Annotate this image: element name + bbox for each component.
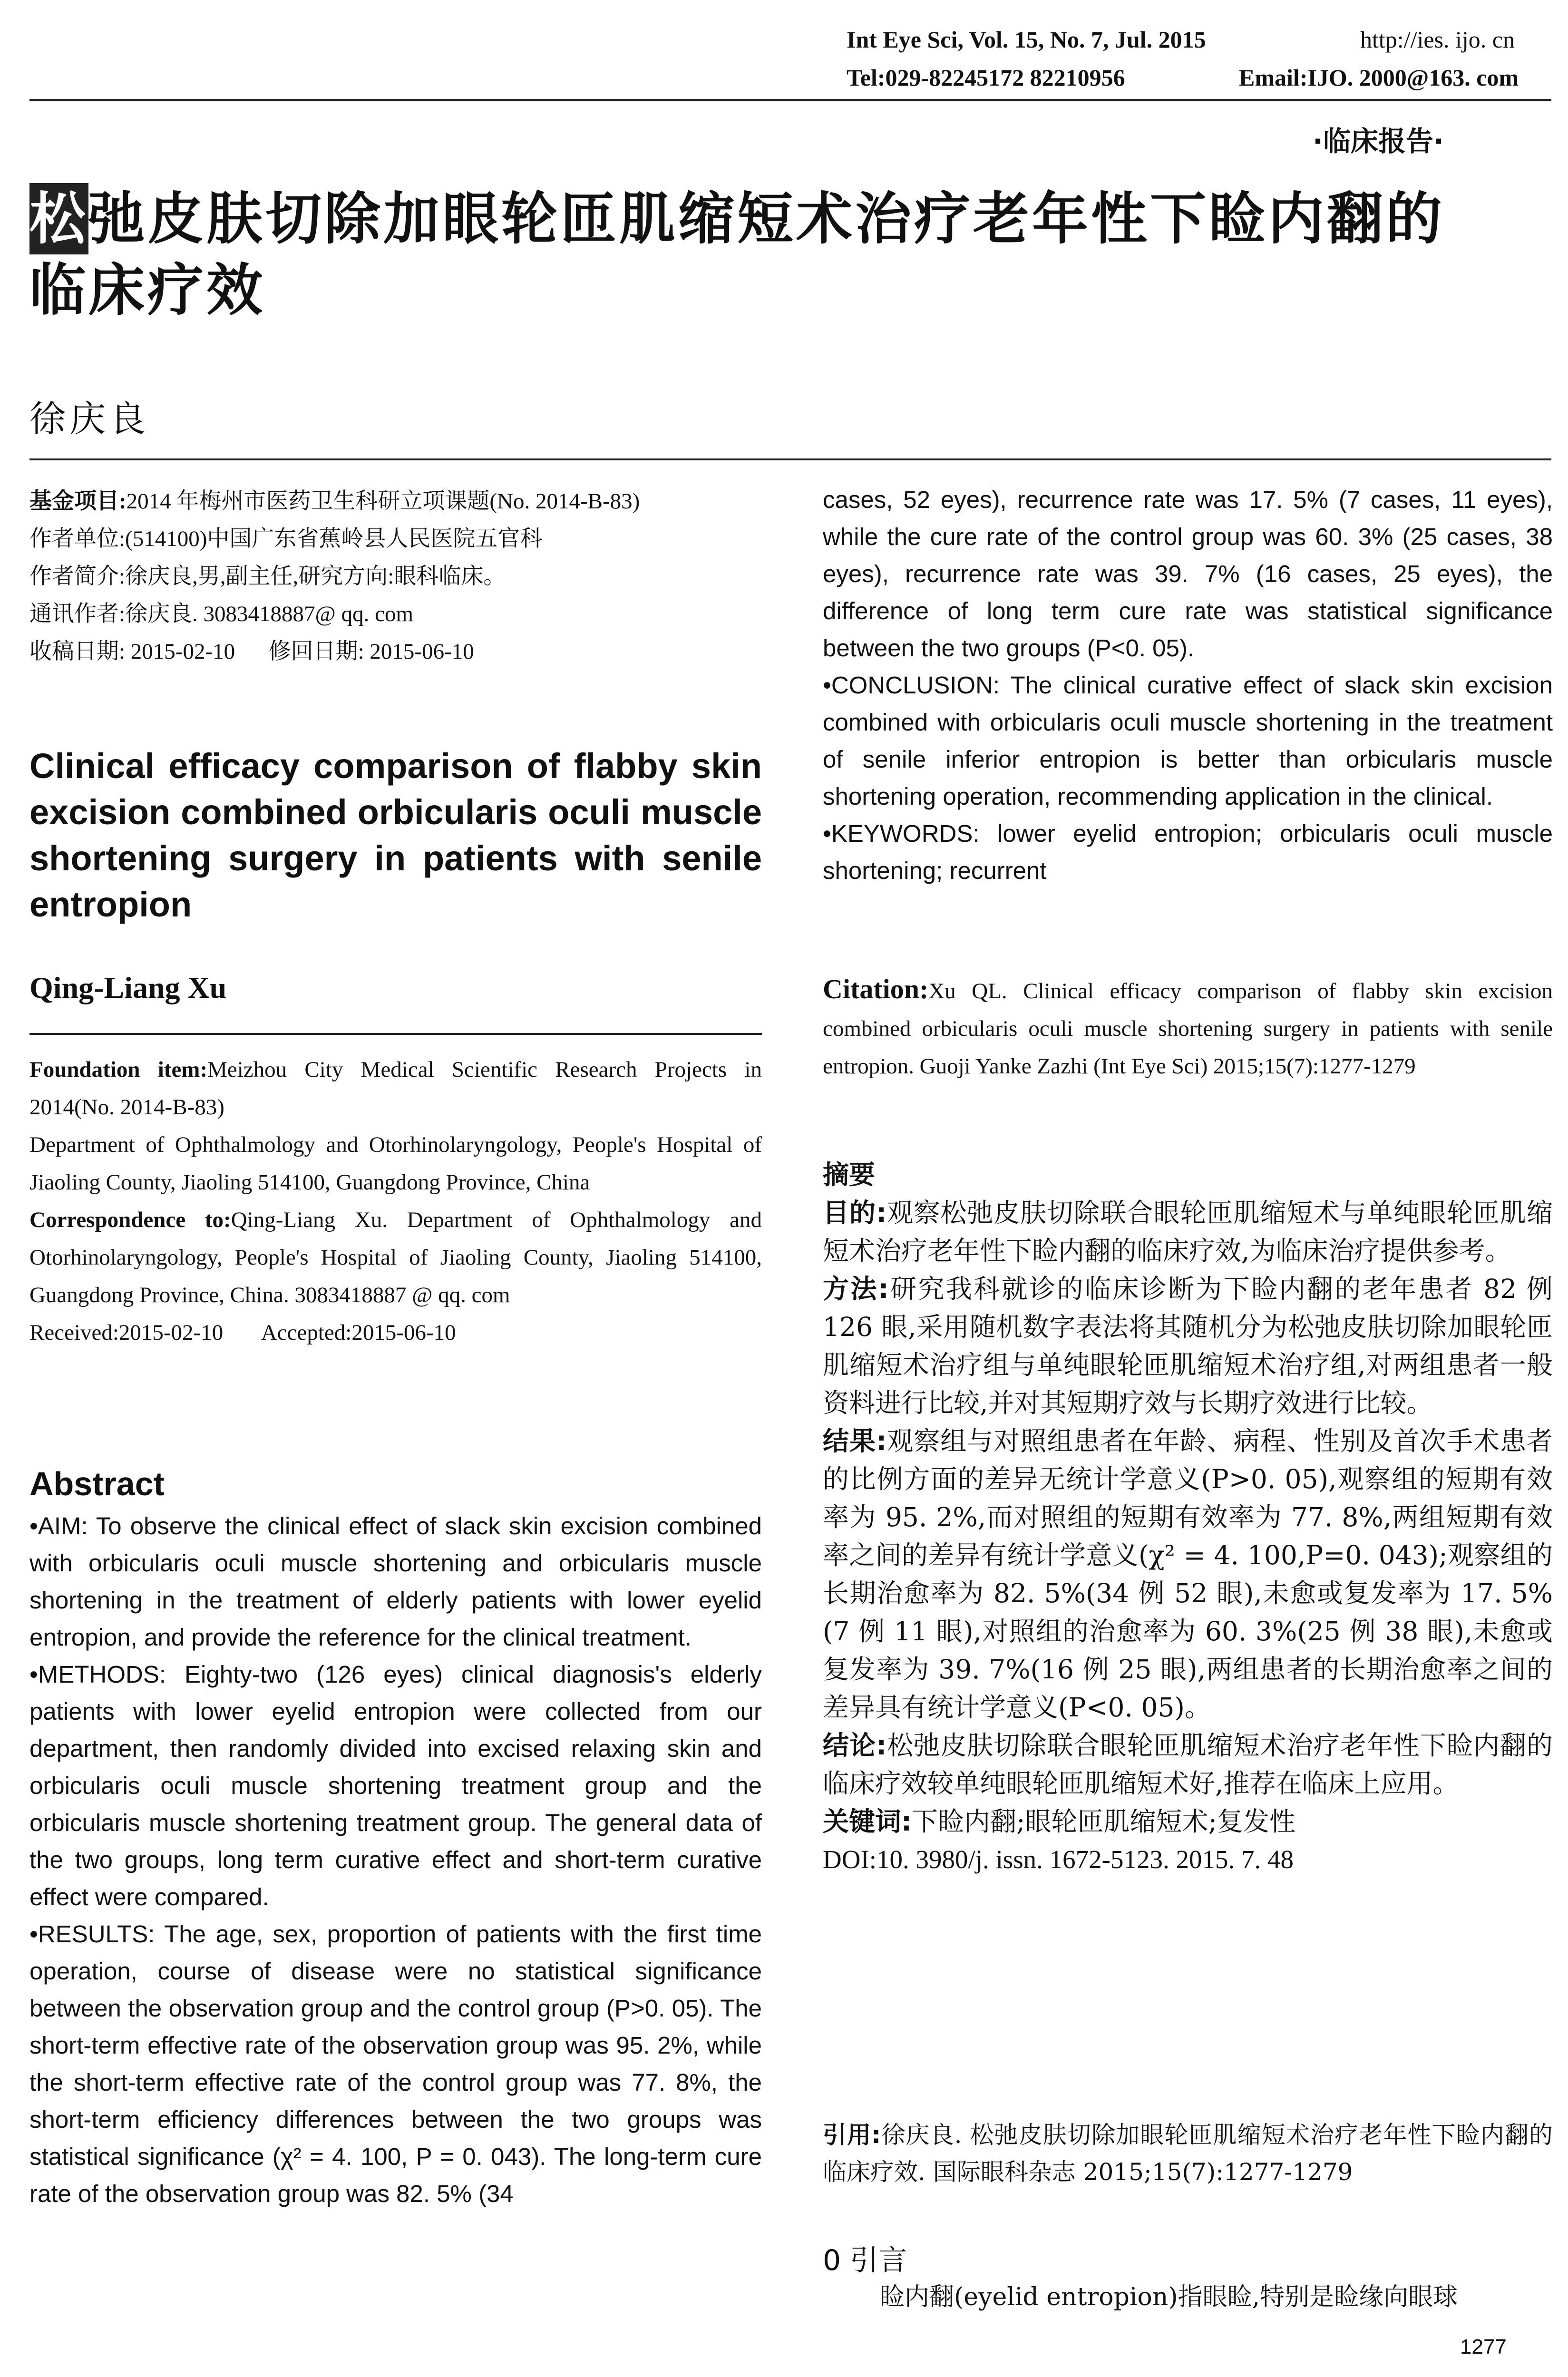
journal-tel: Tel:029-82245172 82210956	[847, 64, 1125, 91]
citation	[823, 970, 1553, 1085]
abstract-right	[823, 481, 1553, 889]
citation-text: Xu QL. Clinical efficacy comparison of flabby skin excision combined orbicularis oculi muscle shortening surgery in patients with senile entropion. Guoji Yanke Zazhi (Int Eye Sci) 2015;15(7):1277-1279	[823, 979, 1553, 1079]
author-cn: 徐庆良	[29, 398, 149, 440]
page-title	[29, 183, 1561, 326]
journal-email[interactable]: Email:IJO. 2000@163. com	[1239, 64, 1519, 91]
en-meta	[29, 1051, 762, 1352]
journal-line: Int Eye Sci, Vol. 15, No. 7, Jul. 2015	[847, 26, 1206, 53]
header-rule	[29, 99, 1551, 101]
page-number: 1277	[1460, 2335, 1507, 2358]
title-initial: 松	[29, 183, 88, 254]
cn-abstract-methods: 方法:研究我科就诊的临床诊断为下睑内翻的老年患者 82 例 126 眼,采用随机数字表法将其随机分为松弛皮肤切除加眼轮匝肌缩短术治疗组与单纯眼轮匝肌缩短术治疗组,对两组患者一般资料进行比较,并对其短期疗效与长期疗效进行比较。	[823, 1274, 1553, 1418]
cn-meta-affiliation: 作者单位:(514100)中国广东省蕉岭县人民医院五官科	[29, 526, 543, 551]
abstract-aim: •AIM: To observe the clinical effect of slack skin excision combined with orbicularis oculi muscle shortening and orbicularis muscle shortening in the treatment of elderly patients with lower eyelid entropion, and provide the reference for the clinical treatment.	[29, 1512, 762, 1651]
cn-citation-text: 徐庆良. 松弛皮肤切除加眼轮匝肌缩短术治疗老年性下睑内翻的临床疗效. 国际眼科杂志 2015;15(7):1277-1279	[823, 2121, 1553, 2186]
cn-meta-foundation: 基金项目:2014 年梅州市医药卫生科研立项课题(No. 2014-B-83)	[29, 489, 640, 514]
cn-meta-correspondence: 通讯作者:徐庆良. 3083418887@ qq. com	[29, 602, 414, 626]
cn-meta-dates: 收稿日期: 2015-02-10 修回日期: 2015-06-10	[29, 639, 474, 664]
section-label: ·临床报告·	[1313, 125, 1444, 157]
cn-abstract-conclusion: 结论:松弛皮肤切除联合眼轮匝肌缩短术治疗老年性下睑内翻的临床疗效较单纯眼轮匝肌缩短术好,推荐在临床上应用。	[823, 1730, 1553, 1799]
cn-meta-bio: 作者简介:徐庆良,男,副主任,研究方向:眼科临床。	[29, 564, 506, 589]
abstract-heading: Abstract	[29, 1465, 165, 1502]
intro-text: 睑内翻(eyelid entropion)指眼睑,特别是睑缘向眼球	[880, 2283, 1458, 2311]
cn-citation	[823, 2116, 1553, 2191]
journal-url[interactable]: http://ies. ijo. cn	[1360, 26, 1515, 53]
abstract-methods: •METHODS: Eighty-two (126 eyes) clinical diagnosis's elderly patients with lower eyelid entropion were collected from our department, then randomly divided into excised relaxing skin and orbicularis oculi muscle shortening treatment group and the orbicularis muscle shortening treatment group. The general data of the two groups, long term curative effect and short-term curative effect were compared.	[29, 1661, 762, 1910]
citation-label: Citation:	[823, 974, 929, 1004]
cn-abstract-keywords: 关键词:下睑内翻;眼轮匝肌缩短术;复发性	[823, 1806, 1296, 1837]
cn-abstract-results: 结果:观察组与对照组患者在年龄、病程、性别及首次手术患者的比例方面的差异无统计学意义(P>0. 05),观察组的短期有效率为 95. 2%,而对照组的短期有效率为 77. 8%,两组短期有效率之间的差异有统计学意义(χ² = 4. 100,P=0. 043);观察组的长期治愈率为 82. 5%(34 例 52 眼),未愈或复发率为 17. 5%(7 例 11 眼),对照组的治愈率为 60. 3%(25 例 38 眼),未愈或复发率为 39. 7%(16 例 25 眼),两组患者的长期治愈率之间的差异具有统计学意义(P<0. 05)。	[823, 1426, 1553, 1723]
en-meta-correspondence: Correspondence to:Qing-Liang Xu. Department of Ophthalmology and Otorhinolaryngology, People's Hospital of Jiaoling County, Jiaoling 514100, Guangdong Province, China. 3083418887 @ qq. com	[29, 1208, 762, 1307]
abstract-left	[29, 1508, 762, 2212]
en-meta-department: Department of Ophthalmology and Otorhinolaryngology, People's Hospital of Jiaoling County, Jiaoling 514100, Guangdong Province, China	[29, 1132, 762, 1195]
title-line2: 临床疗效	[29, 257, 266, 323]
abstract-conclusion: •CONCLUSION: The clinical curative effect of slack skin excision combined with orbicularis oculi muscle shortening in the treatment of senile inferior entropion is better than orbicularis muscle shortening operation, recommending application in the clinical.	[823, 672, 1553, 810]
english-title: Clinical efficacy comparison of flabby skin excision combined orbicularis oculi muscle shortening surgery in patients with senile entropion	[29, 746, 762, 924]
author-en: Qing-Liang Xu	[29, 971, 227, 1004]
abstract-results-part2: cases, 52 eyes), recurrence rate was 17. 5% (7 cases, 11 eyes), while the cure rate of the control group was 60. 3% (25 cases, 38 eyes), recurrence rate was 39. 7% (16 cases, 25 eyes), the difference of long term cure rate was statistical significance between the two groups (P<0. 05).	[823, 486, 1553, 662]
cn-citation-label: 引用:	[823, 2121, 881, 2149]
title-line1: 弛皮肤切除加眼轮匝肌缩短术治疗老年性下睑内翻的	[88, 186, 1445, 252]
en-meta-foundation: Foundation item:Meizhou City Medical Scientific Research Projects in 2014(No. 2014-B-83)	[29, 1057, 762, 1120]
cn-abstract-aim: 目的:观察松弛皮肤切除联合眼轮匝肌缩短术与单纯眼轮匝肌缩短术治疗老年性下睑内翻的临床疗效,为临床治疗提供参考。	[823, 1198, 1553, 1266]
en-meta-dates: Received:2015-02-10 Accepted:2015-06-10	[29, 1320, 456, 1345]
cn-meta	[29, 483, 762, 671]
cn-abstract-doi[interactable]: DOI:10. 3980/j. issn. 1672-5123. 2015. 7. 48	[823, 1845, 1294, 1874]
author-rule	[29, 1033, 762, 1035]
title-rule	[29, 458, 1551, 460]
abstract-results-part1: •RESULTS: The age, sex, proportion of patients with the first time operation, course of disease were no statistical significance between the observation group and the control group (P>0. 05). The short-term effective rate of the observation group was 95. 2%, while the short-term effective rate of the control group was 77. 8%, the short-term efficiency differences between the two groups was statistical significance (χ² = 4. 100, P = 0. 043). The long-term cure rate of the observation group was 82. 5% (34	[29, 1920, 762, 2207]
cn-abstract-heading: 摘要	[823, 1159, 876, 1190]
cn-abstract	[823, 1156, 1553, 1879]
intro-heading: 0 引言	[823, 2244, 907, 2277]
abstract-keywords: •KEYWORDS: lower eyelid entropion; orbicularis oculi muscle shortening; recurrent	[823, 820, 1553, 884]
